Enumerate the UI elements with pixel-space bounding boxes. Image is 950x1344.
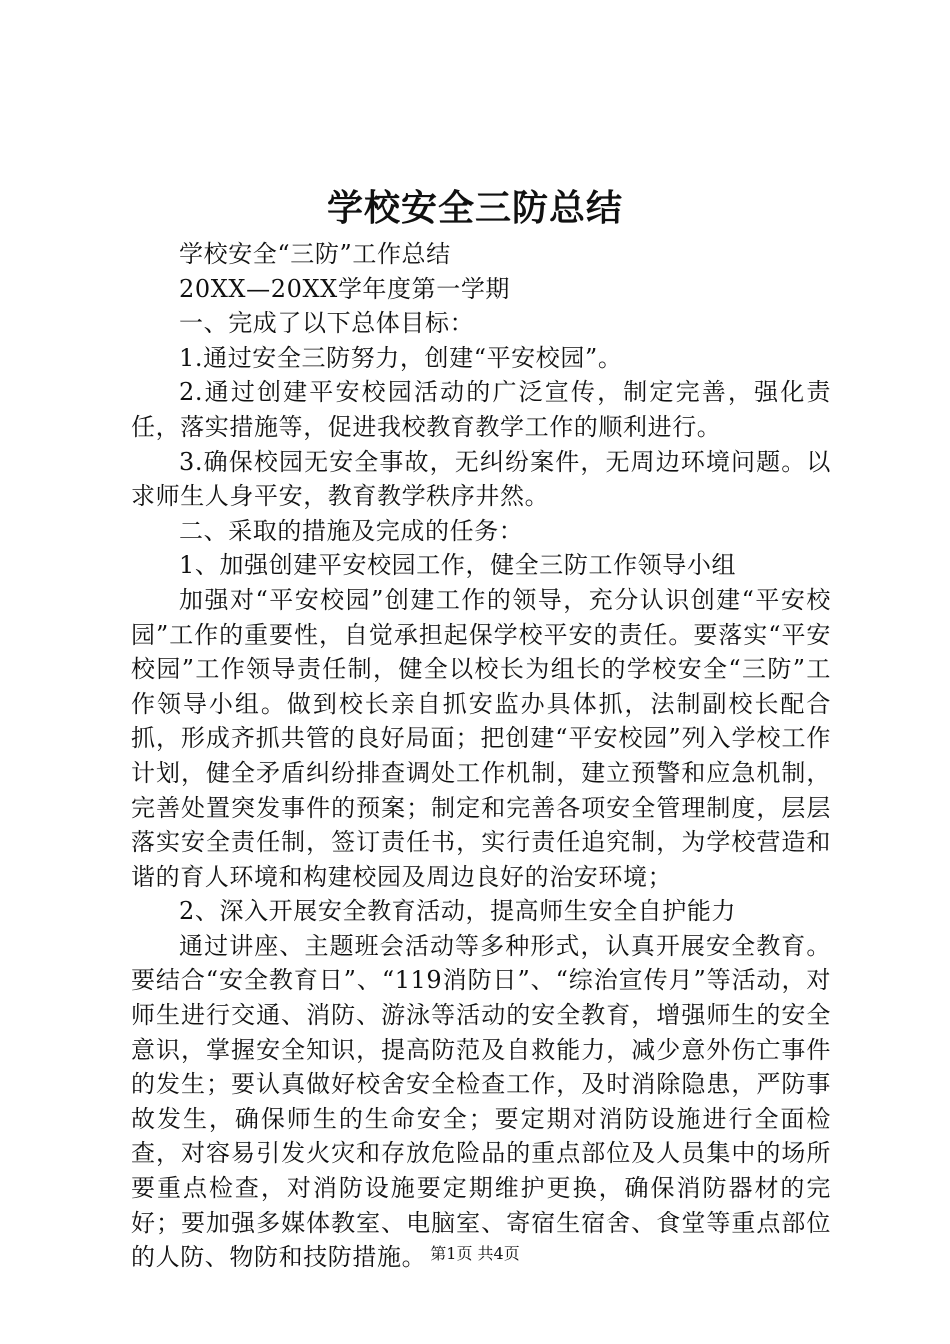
paragraph-term: 20XX—20XX学年度第一学期: [179, 274, 511, 303]
page-number-footer: 第1页 共4页: [430, 1244, 520, 1263]
goal-item-2: 2.通过创建平安校园活动的广泛宣传，制定完善，强化责任，落实措施等，促进我校教育教学工作的顺利进行。: [131, 378, 831, 441]
measure-paragraph-1: 加强对“平安校园”创建工作的领导，充分认识创建“平安校园”工作的重要性，自觉承担起保学校平安的责任。要落实“平安校园”工作领导责任制，健全以校长为组长的学校安全“三防”工作领导小组。做到校长亲自抓安监办具体抓，法制副校长配合抓，形成齐抓共管的良好局面；把创建“平安校园”列入学校工作计划，健全矛盾纠纷排查调处工作机制，建立预警和应急机制，完善处置突发事件的预案；制定和完善各项安全管理制度，层层落实安全责任制，签订责任书，实行责任追究制，为学校营造和谐的育人环境和构建校园及周边良好的治安环境；: [131, 585, 831, 891]
section-heading-goals: 一、完成了以下总体目标：: [179, 309, 475, 338]
document-body: [131, 237, 831, 1275]
measure-heading-1: 1、加强创建平安校园工作，健全三防工作领导小组: [179, 551, 737, 580]
measure-paragraph-2: 通过讲座、主题班会活动等多种形式，认真开展安全教育。要结合“安全教育日”、“119消防日”、“综治宣传月”等活动，对师生进行交通、消防、游泳等活动的安全教育，增强师生的安全意识，掌握安全知识，提高防范及自救能力，减少意外伤亡事件的发生；要认真做好校舍安全检查工作，及时消除隐患，严防事故发生，确保师生的生命安全；要定期对消防设施进行全面检查，对容易引发火灾和存放危险品的重点部位及人员集中的场所要重点检查，对消防设施要定期维护更换，确保消防器材的完好；要加强多媒体教室、电脑室、寄宿生宿舍、食堂等重点部位的人防、物防和技防措施。: [131, 931, 831, 1272]
paragraph-subtitle: 学校安全“三防”工作总结: [179, 240, 451, 268]
measure-heading-2: 2、深入开展安全教育活动，提高师生安全自护能力: [179, 897, 737, 926]
goal-item-3: 3.确保校园无安全事故，无纠纷案件，无周边环境问题。以求师生人身平安，教育教学秩序井然。: [131, 447, 831, 511]
document-title: 学校安全三防总结: [326, 187, 623, 229]
goal-item-1: 1.通过安全三防努力，创建“平安校园”。: [179, 343, 623, 372]
section-heading-measures: 二、采取的措施及完成的任务：: [179, 516, 524, 545]
